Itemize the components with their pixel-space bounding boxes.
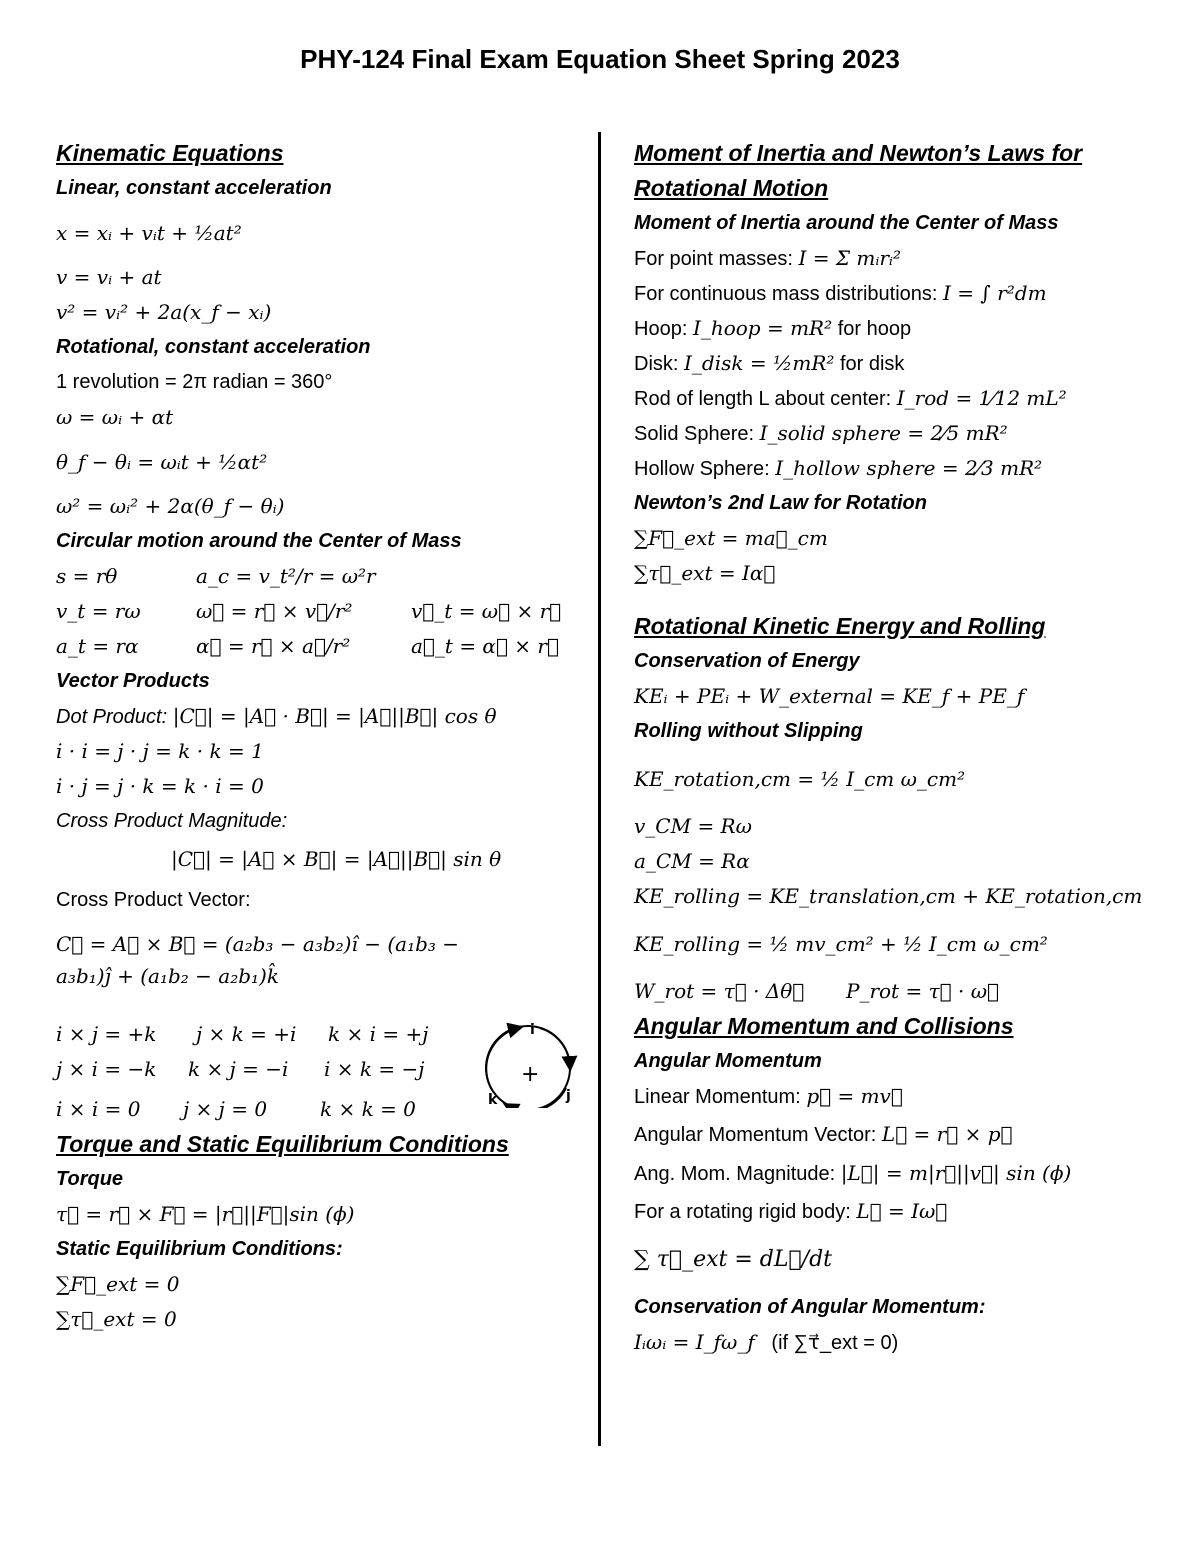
rolling-eq: KE_rolling = KE_translation,cm + KE_rotation,cm xyxy=(634,884,1143,908)
circular-eq: a⃗_t = α⃗ × r⃗ xyxy=(411,634,559,658)
unit-cross-eq: k × k = 0 xyxy=(320,1097,416,1121)
static-eq: ∑F⃗_ext = 0 xyxy=(56,1272,180,1296)
inertia-eq: I = ∫ r²dm xyxy=(943,281,1047,305)
circular-eq: a_t = rα xyxy=(56,634,139,658)
circular-row xyxy=(56,629,586,664)
energy-conservation-eq: KEᵢ + PEᵢ + W_external = KE_f + PE_f xyxy=(634,684,1025,708)
revolution-text: 1 revolution = 2π radian = 360° xyxy=(56,371,333,393)
energy-conservation-heading: Conservation of Energy xyxy=(634,650,860,672)
circular-eq: s = rθ xyxy=(56,564,118,588)
circular-heading: Circular motion around the Center of Mass xyxy=(56,530,462,552)
circular-row xyxy=(56,594,586,629)
angular-momentum-heading: Angular Momentum xyxy=(634,1050,822,1072)
vector-products-heading: Vector Products xyxy=(56,670,210,692)
inertia-eq: I_hollow sphere = 2⁄3 mR² xyxy=(775,456,1043,480)
linear-heading: Linear, constant acceleration xyxy=(56,177,332,199)
torque-momentum-eq: ∑ τ⃗_ext = dL⃗/dt xyxy=(634,1247,832,1272)
cycle-arrow xyxy=(486,1028,518,1090)
momentum-heading: Angular Momentum and Collisions xyxy=(634,1013,1014,1039)
momentum-item xyxy=(634,1114,1154,1154)
energy-heading: Rotational Kinetic Energy and Rolling xyxy=(634,613,1046,639)
rolling-eq: KE_rolling = ½ mv_cm² + ½ I_cm ω_cm² xyxy=(634,932,1048,956)
inertia-eq: I = Σ mᵢrᵢ² xyxy=(798,246,901,270)
linear-eq: x = xᵢ + vᵢt + ½at² xyxy=(56,221,242,245)
inertia-label: Hollow Sphere: xyxy=(634,458,770,480)
cycle-label-j: j xyxy=(566,1088,571,1104)
inertia-label: For continuous mass distributions: xyxy=(634,283,938,305)
unit-cross-eq: k × j = −i xyxy=(188,1057,289,1081)
unit-cross-eq: i × i = 0 xyxy=(56,1097,141,1121)
rotational-eq: ω² = ωᵢ² + 2α(θ_f − θᵢ) xyxy=(56,494,285,518)
inertia-label: For point masses: xyxy=(634,248,793,270)
circular-row xyxy=(56,559,586,594)
cross-vector-label: Cross Product Vector: xyxy=(56,889,251,911)
inertia-item xyxy=(634,276,1154,311)
cross-magnitude-eq: |C⃗| = |A⃗ × B⃗| = |A⃗||B⃗| sin θ xyxy=(171,847,502,871)
column-divider xyxy=(598,132,601,1446)
inertia-label: Hoop: xyxy=(634,318,688,340)
inertia-suffix: for disk xyxy=(839,353,905,375)
inertia-item xyxy=(634,346,1154,381)
inertia-eq: I_hoop = mR² xyxy=(692,316,833,340)
dot-product-eq: |C⃗| = |A⃗ · B⃗| = |A⃗||B⃗| cos θ xyxy=(172,704,497,728)
momentum-item xyxy=(634,1154,1154,1192)
inertia-label: Rod of length L about center: xyxy=(634,388,892,410)
torque-eq: τ⃗ = r⃗ × F⃗ = |r⃗||F⃗|sin (ϕ) xyxy=(56,1202,355,1226)
unit-cross-eq: k × i = +j xyxy=(328,1022,429,1046)
momentum-label: For a rotating rigid body: xyxy=(634,1201,851,1223)
inertia-suffix: for hoop xyxy=(837,318,912,340)
am-conservation-eq: Iᵢωᵢ = I_fω_f xyxy=(634,1330,755,1354)
cross-vector-eq: a₃b₁)ĵ + (a₁b₂ − a₂b₁)k̂ xyxy=(56,964,279,988)
inertia-heading: Moment of Inertia and Newton’s Laws for xyxy=(634,140,1083,166)
am-conservation-line xyxy=(634,1325,1154,1360)
cycle-plus: + xyxy=(521,1062,540,1087)
inertia-cm-heading: Moment of Inertia around the Center of Mass xyxy=(634,212,1059,234)
momentum-eq: |L⃗| = m|r⃗||v⃗| sin (ϕ) xyxy=(840,1161,1072,1185)
inertia-item xyxy=(634,241,1154,276)
unit-cross-eq: i × j = +k xyxy=(56,1022,157,1046)
momentum-eq: L⃗ = r⃗ × p⃗ xyxy=(881,1122,1013,1146)
unit-cross-eq: i × k = −j xyxy=(324,1057,425,1081)
am-conservation-condition: (if ∑τ⃗_ext = 0) xyxy=(771,1332,899,1354)
linear-eq: v² = vᵢ² + 2a(x_f − xᵢ) xyxy=(56,300,272,324)
dot-product-line xyxy=(56,699,586,734)
inertia-label: Disk: xyxy=(634,353,679,375)
newton-heading: Newton’s 2nd Law for Rotation xyxy=(634,492,927,514)
rotational-eq: θ_f − θᵢ = ωᵢt + ½αt² xyxy=(56,450,268,474)
power-eq: P_rot = τ⃗ · ω⃗ xyxy=(846,979,1000,1003)
static-heading: Static Equilibrium Conditions: xyxy=(56,1238,343,1260)
inertia-label: Solid Sphere: xyxy=(634,423,755,445)
unit-cross-eq: j × i = −k xyxy=(56,1057,157,1081)
circular-eq: v⃗_t = ω⃗ × r⃗ xyxy=(411,599,562,623)
rolling-eq: KE_rotation,cm = ½ I_cm ω_cm² xyxy=(634,767,966,791)
circular-eq: α⃗ = r⃗ × a⃗/r² xyxy=(196,634,351,658)
work-power-row xyxy=(634,974,1154,1009)
linear-eq: v = vᵢ + at xyxy=(56,265,162,289)
left-column xyxy=(56,136,586,1337)
rotational-heading: Rotational, constant acceleration xyxy=(56,336,371,358)
momentum-item xyxy=(634,1079,1154,1114)
cycle-label-i: i xyxy=(530,1022,535,1038)
unit-dot-eq: i · j = j · k = k · i = 0 xyxy=(56,774,264,798)
momentum-eq: p⃗ = mv⃗ xyxy=(806,1084,903,1108)
inertia-item xyxy=(634,381,1154,416)
inertia-eq: I_solid sphere = 2⁄5 mR² xyxy=(759,421,1008,445)
momentum-label: Angular Momentum Vector: xyxy=(634,1124,877,1146)
unit-dot-eq: i · i = j · j = k · k = 1 xyxy=(56,739,264,763)
inertia-eq: I_rod = 1⁄12 mL² xyxy=(896,386,1067,410)
circular-eq: a_c = v_t²/r = ω²r xyxy=(196,564,376,588)
inertia-heading: Rotational Motion xyxy=(634,175,829,201)
right-column xyxy=(634,136,1154,1360)
static-eq: ∑τ⃗_ext = 0 xyxy=(56,1307,177,1331)
rotational-eq: ω = ωᵢ + αt xyxy=(56,405,174,429)
torque-subheading: Torque xyxy=(56,1168,124,1190)
newton-eq: ∑F⃗_ext = ma⃗_cm xyxy=(634,526,828,550)
momentum-label: Linear Momentum: xyxy=(634,1086,801,1108)
page-title: PHY-124 Final Exam Equation Sheet Spring 2023 xyxy=(300,44,900,74)
inertia-item xyxy=(634,416,1154,451)
inertia-item xyxy=(634,451,1154,486)
kinematics-heading: Kinematic Equations xyxy=(56,140,284,166)
circular-eq: ω⃗ = r⃗ × v⃗/r² xyxy=(196,599,353,623)
momentum-eq: L⃗ = Iω⃗ xyxy=(856,1199,948,1223)
cross-magnitude-label: Cross Product Magnitude: xyxy=(56,810,288,832)
cycle-label-k: k xyxy=(488,1092,498,1108)
inertia-eq: I_disk = ½mR² xyxy=(684,351,835,375)
circular-eq: v_t = rω xyxy=(56,599,141,623)
newton-eq: ∑τ⃗_ext = Iα⃗ xyxy=(634,561,776,585)
am-conservation-heading: Conservation of Angular Momentum: xyxy=(634,1296,986,1318)
ijk-cycle-diagram xyxy=(478,1018,588,1108)
cross-vector-eq: C⃗ = A⃗ × B⃗ = (a₂b₃ − a₃b₂)î − (a₁b₃ − xyxy=(56,932,460,956)
work-eq: W_rot = τ⃗ · Δθ⃗ xyxy=(634,979,805,1003)
torque-heading: Torque and Static Equilibrium Conditions xyxy=(56,1131,509,1157)
rolling-eq: v_CM = Rω xyxy=(634,814,752,838)
dot-product-label: Dot Product: xyxy=(56,706,168,728)
rolling-eq: a_CM = Rα xyxy=(634,849,750,873)
rolling-heading: Rolling without Slipping xyxy=(634,720,863,742)
unit-cross-eq: j × j = 0 xyxy=(183,1097,268,1121)
inertia-item xyxy=(634,311,1154,346)
momentum-item xyxy=(634,1192,1154,1230)
momentum-label: Ang. Mom. Magnitude: xyxy=(634,1163,836,1185)
unit-cross-eq: j × k = +i xyxy=(196,1022,297,1046)
